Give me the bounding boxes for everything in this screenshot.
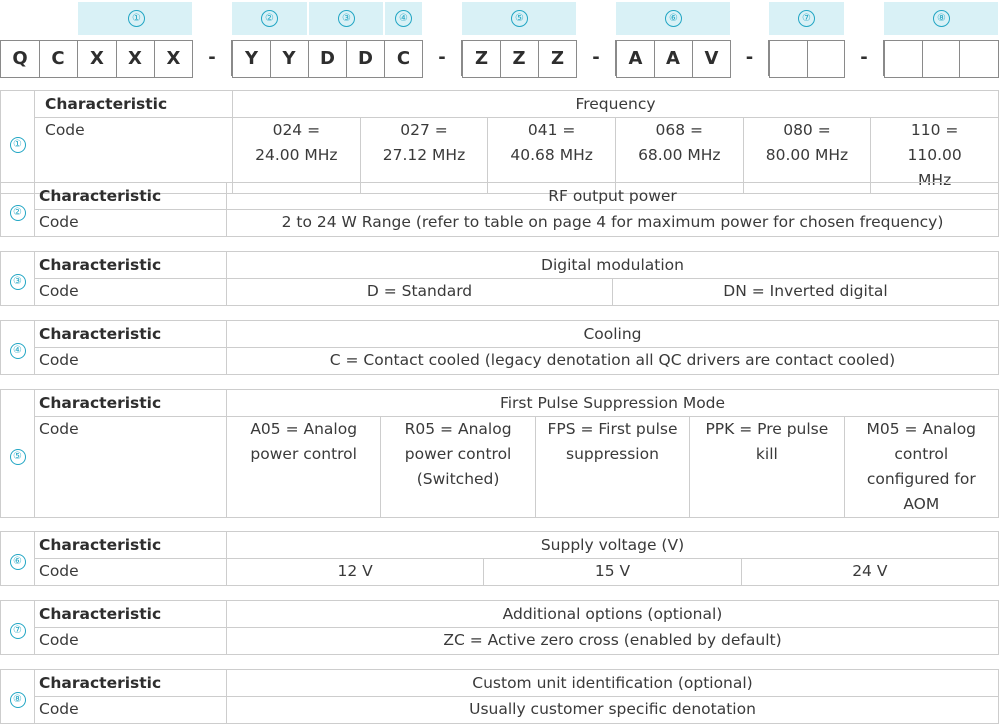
code-separator: - [193, 40, 232, 76]
tag-1 [78, 2, 192, 35]
characteristic-value: Additional options (optional) [227, 601, 999, 628]
characteristic-label: Characteristic [35, 390, 227, 417]
code-letter [807, 40, 845, 78]
code-letter: A [654, 40, 693, 78]
code-letter: C [39, 40, 78, 78]
code-label: Code [35, 279, 227, 306]
code-letter [769, 40, 808, 78]
tag-number: ⑤ [511, 10, 528, 27]
characteristic-value: Custom unit identification (optional) [227, 670, 999, 697]
spec-table-custom-id [0, 669, 999, 724]
spec-table-cooling [0, 320, 999, 375]
spec-table-additional-options [0, 600, 999, 655]
characteristic-value: Frequency [233, 91, 999, 118]
code-label: Code [35, 210, 227, 237]
code-label: Code [35, 628, 227, 655]
section-number: ⑧ [10, 692, 26, 708]
characteristic-label: Characteristic [35, 532, 227, 559]
code-separator: - [577, 40, 616, 76]
tag-number: ④ [395, 10, 412, 27]
tag-2 [232, 2, 307, 35]
characteristic-value: RF output power [227, 183, 999, 210]
code-letter: Z [500, 40, 539, 78]
characteristic-label: Characteristic [35, 601, 227, 628]
section-number: ② [10, 205, 26, 221]
code-option: 068 = 68.00 MHz [615, 118, 743, 194]
characteristic-label: Characteristic [35, 183, 227, 210]
spec-table-supply-voltage [0, 531, 999, 586]
characteristic-label: Characteristic [35, 252, 227, 279]
spec-table-frequency [0, 90, 999, 194]
code-option: FPS = First pulse suppression [535, 417, 689, 518]
characteristic-value: Digital modulation [227, 252, 999, 279]
code-label: Code [35, 118, 233, 194]
tag-3 [309, 2, 383, 35]
section-number: ① [10, 137, 26, 153]
section-number: ⑥ [10, 554, 26, 570]
tag-8 [884, 2, 998, 35]
characteristic-label: Characteristic [35, 321, 227, 348]
tag-4 [385, 2, 422, 35]
tag-number: ① [128, 10, 145, 27]
section-number: ⑤ [10, 449, 26, 465]
tag-7 [769, 2, 844, 35]
tag-number: ② [261, 10, 278, 27]
code-letter: Z [462, 40, 501, 78]
section-number: ③ [10, 274, 26, 290]
code-separator: - [423, 40, 462, 76]
code-label: Code [35, 697, 227, 724]
code-option: 024 = 24.00 MHz [233, 118, 361, 194]
code-label: Code [35, 559, 227, 586]
tag-number: ③ [338, 10, 355, 27]
code-letter: X [116, 40, 155, 78]
spec-table-rf-power [0, 182, 999, 237]
tag-number: ⑦ [798, 10, 815, 27]
code-letter: D [309, 40, 347, 78]
code-separator: - [845, 40, 884, 76]
code-option: R05 = Analog power control (Switched) [381, 417, 535, 518]
section-number: ④ [10, 343, 26, 359]
code-label: Code [35, 417, 227, 518]
code-letter [884, 40, 923, 78]
code-option: ZC = Active zero cross (enabled by default) [227, 628, 999, 655]
code-option: 027 = 27.12 MHz [360, 118, 488, 194]
code-option: C = Contact cooled (legacy denotation all QC drivers are contact cooled) [227, 348, 999, 375]
code-option: PPK = Pre pulse kill [690, 417, 844, 518]
order-code-strip [0, 40, 1000, 78]
code-letter: X [78, 40, 117, 78]
code-letter: Y [270, 40, 309, 78]
code-letter [922, 40, 960, 78]
code-letter: Q [0, 40, 40, 78]
code-position-tags [0, 2, 1000, 35]
code-option: M05 = Analog control configured for AOM [844, 417, 998, 518]
code-option: A05 = Analog power control [227, 417, 381, 518]
characteristic-value: First Pulse Suppression Mode [227, 390, 999, 417]
characteristic-value: Cooling [227, 321, 999, 348]
characteristic-value: Supply voltage (V) [227, 532, 999, 559]
code-letter: V [693, 40, 731, 78]
code-option: 24 V [741, 559, 998, 586]
code-option: Usually customer specific denotation [227, 697, 999, 724]
code-option: 110 = 110.00 MHz [871, 118, 999, 194]
tag-number: ⑥ [665, 10, 682, 27]
code-letter: A [616, 40, 655, 78]
spec-table-first-pulse [0, 389, 999, 518]
code-option: 15 V [484, 559, 741, 586]
code-option: 12 V [227, 559, 484, 586]
section-number: ⑦ [10, 623, 26, 639]
code-letter: X [155, 40, 193, 78]
code-letter: D [347, 40, 385, 78]
characteristic-label: Characteristic [35, 91, 233, 118]
code-letter: C [385, 40, 423, 78]
code-separator: - [731, 40, 769, 76]
code-option: DN = Inverted digital [613, 279, 999, 306]
spec-table-digital-modulation [0, 251, 999, 306]
code-option: 080 = 80.00 MHz [743, 118, 871, 194]
tag-6 [616, 2, 730, 35]
code-letter: Z [539, 40, 577, 78]
code-label: Code [35, 348, 227, 375]
tag-number: ⑧ [933, 10, 950, 27]
tag-5 [462, 2, 576, 35]
characteristic-label: Characteristic [35, 670, 227, 697]
code-letter [960, 40, 999, 78]
code-letter: Y [232, 40, 271, 78]
code-option: 041 = 40.68 MHz [488, 118, 616, 194]
code-option: D = Standard [227, 279, 613, 306]
code-option: 2 to 24 W Range (refer to table on page 4 for maximum power for chosen frequency) [227, 210, 999, 237]
